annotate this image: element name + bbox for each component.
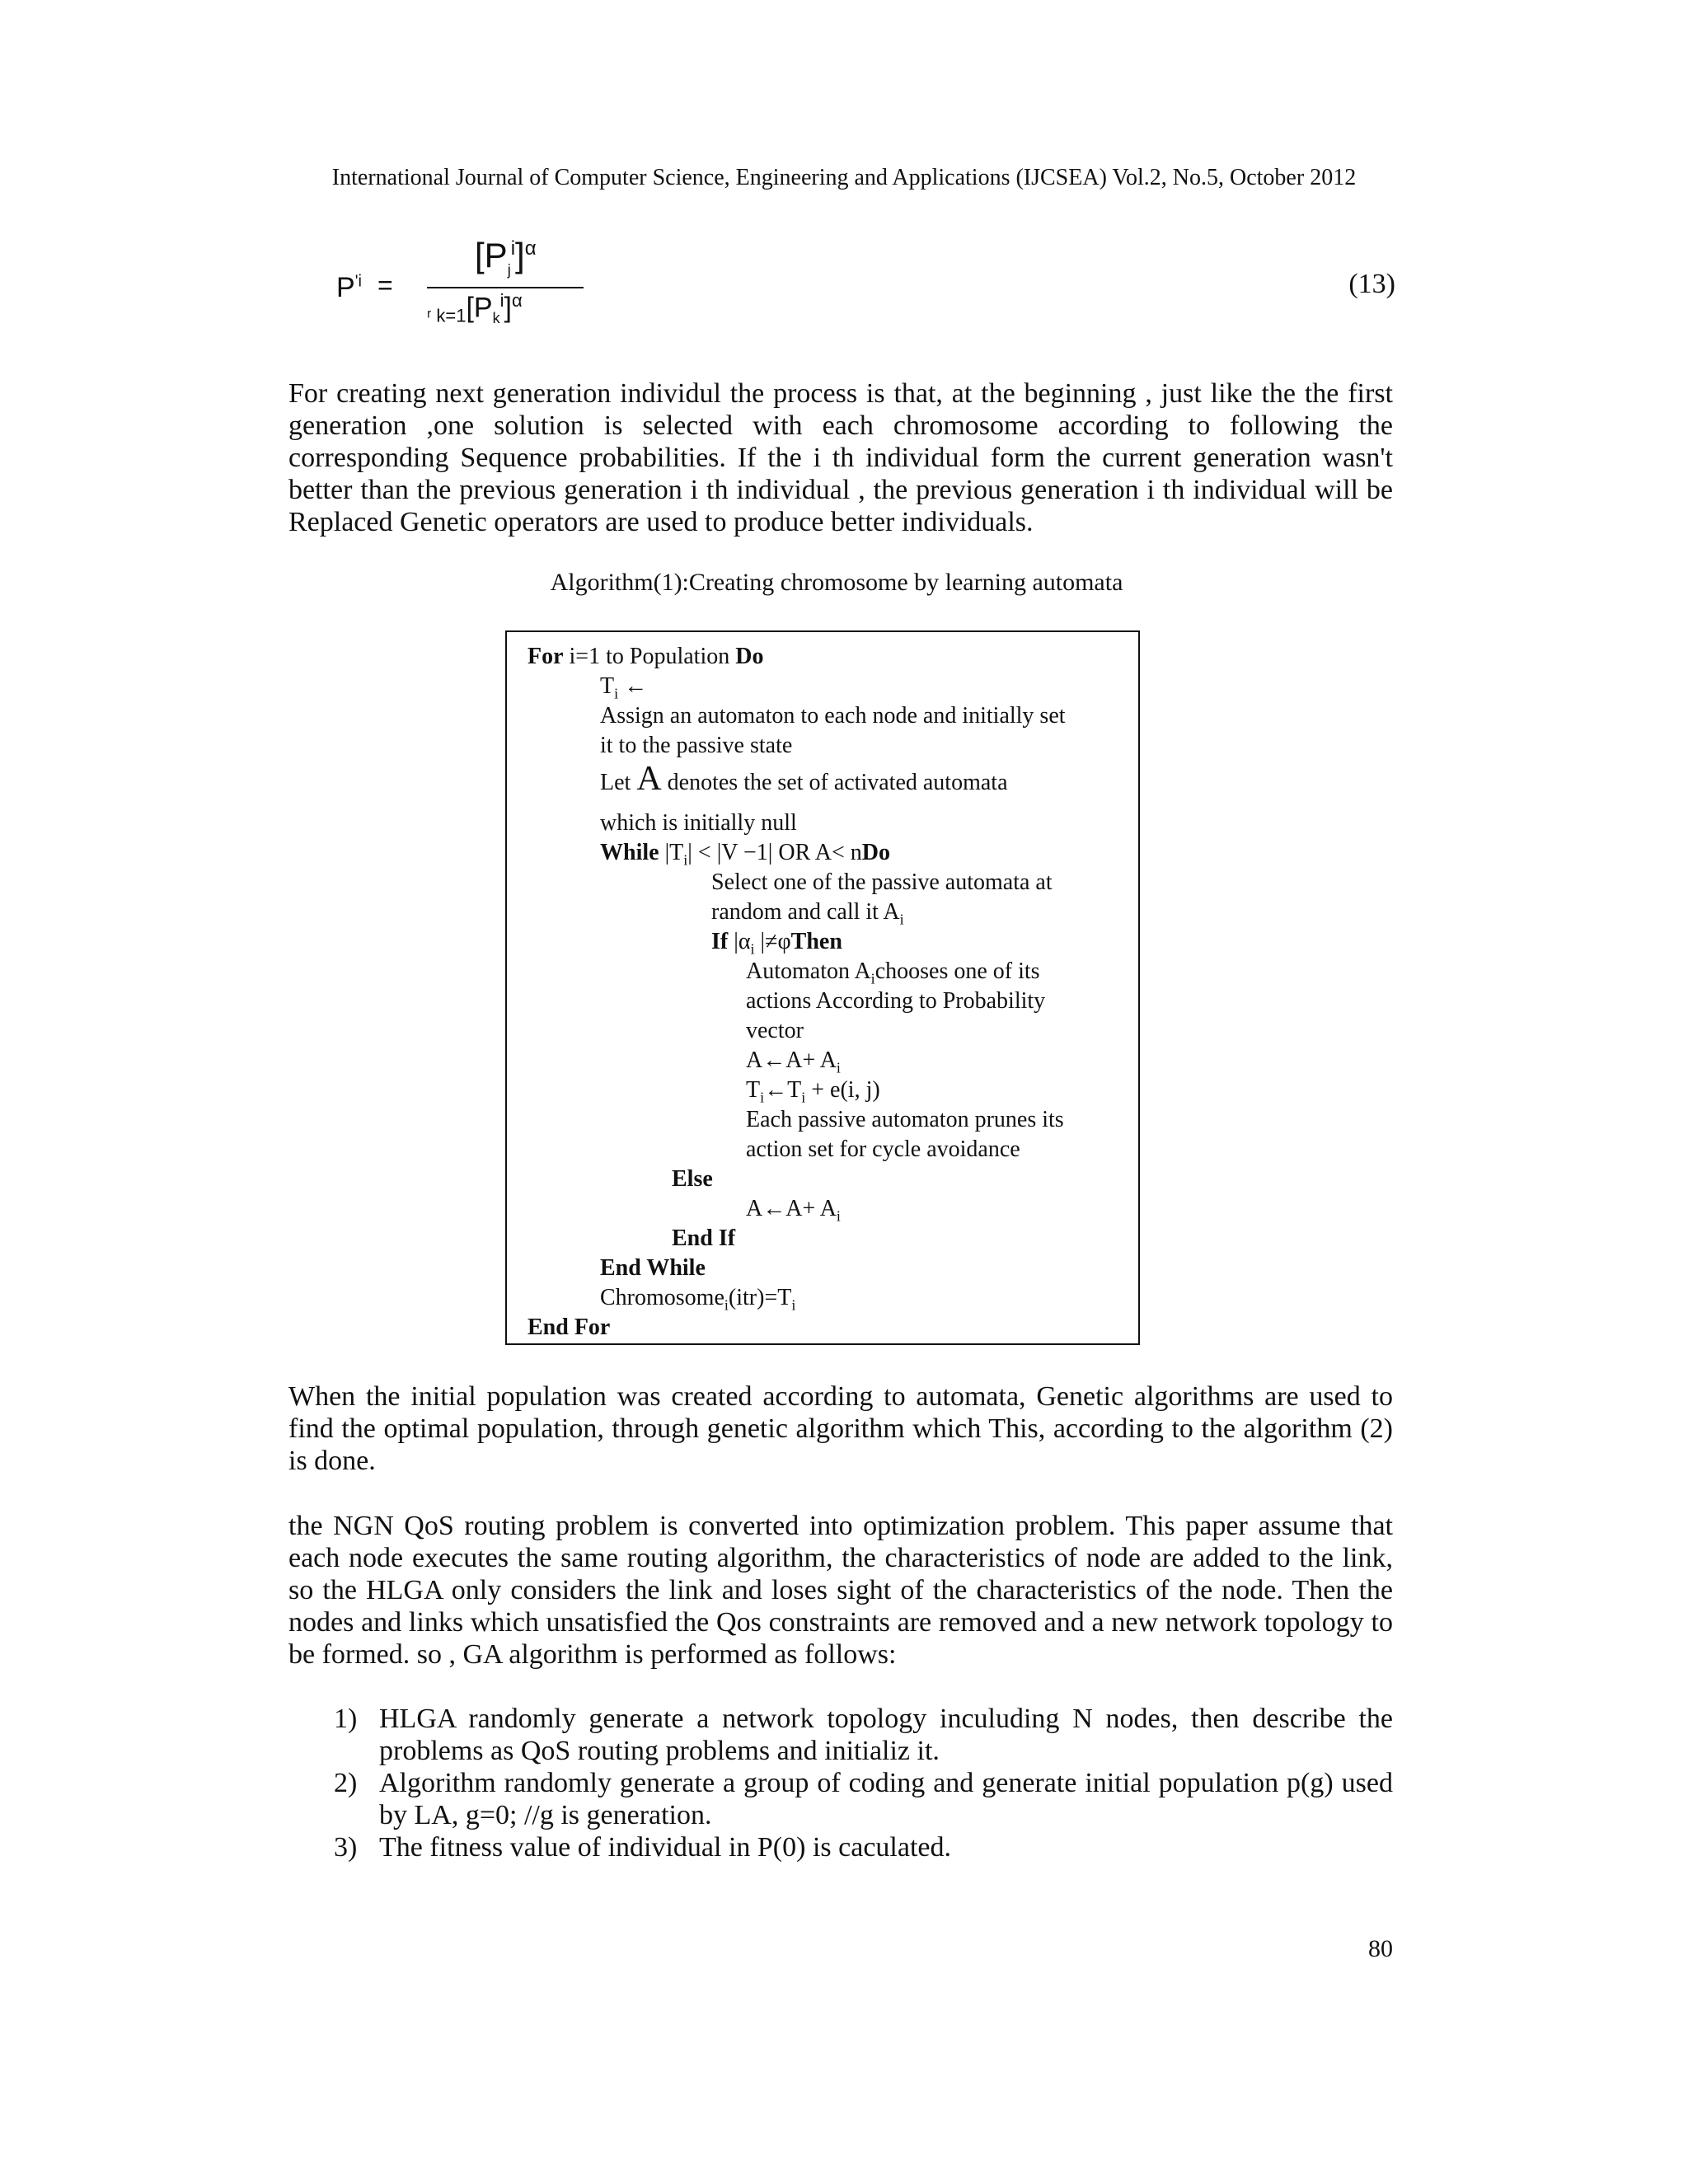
equation-number: (13) [1348, 269, 1395, 299]
list-item: 2) Algorithm randomly generate a group of coding and generate initial population p(g) used by LA, g=0; //g is generation. [334, 1768, 1393, 1830]
equation-lhs: $P^{'i}$ [336, 272, 362, 303]
algo-line-auto3: vector [746, 1018, 804, 1043]
equation-13 [336, 236, 913, 343]
algo-line-select1: Select one of the passive automata at [711, 869, 1053, 895]
algo-line-else-update: A←A+ $A_i$ [746, 1196, 841, 1225]
algorithm-caption: Algorithm(1):Creating chromosome by learning automata [550, 569, 1123, 596]
algo-line-auto1: Automaton $A_ichooses$ one of its [746, 958, 1040, 987]
algo-line-for: For i=1 to Population Do [528, 644, 764, 669]
algo-line-endif: End If [672, 1226, 736, 1251]
algo-line-assign1: Assign an automaton to each node and initially set [600, 703, 1066, 729]
ga-steps-list [334, 1703, 1393, 1863]
algo-line-let1: Let A denotes the set of activated automata [600, 760, 1008, 798]
equation-numerator: $[P_j^i]^\alpha$ [475, 236, 537, 279]
algo-line-select2: random and call it $A_i$ [711, 899, 904, 928]
page-number: 80 [1368, 1935, 1393, 1962]
algo-line-tinit: $T_i$ ← ⃞ [600, 673, 671, 702]
algo-line-endfor: End For [528, 1315, 611, 1340]
algo-line-let2: which is initially null [600, 810, 797, 836]
algo-line-update-t: $T_i\leftarrow T_i + e(i$, j) [746, 1077, 880, 1106]
algo-line-endwhile: End While [600, 1255, 706, 1281]
algo-line-auto2: actions According to Probability [746, 988, 1046, 1014]
algo-line-chromosome: $Chromosome_i(itr)=T_i$ [600, 1285, 796, 1314]
algo-line-assign2: it to the passive state [600, 733, 793, 758]
list-item: 3) The fitness value of individual in P(0) is caculated. [334, 1832, 951, 1863]
algo-line-while: While $|T_i| < |V -1|$ OR A< nDo [600, 840, 891, 869]
algo-line-prune1: Each passive automaton prunes its [746, 1107, 1064, 1132]
paragraph-1: For creating next generation individul the process is that, at the beginning , just like the the first generation ,one solution is selected with each chromosome according to following the corresponding Sequence probabilities. If the i th individual form the current generation wasn't better than the previous generation i th individual , the previous generation i th individual will be Replaced Genetic operators are used to produce better individuals. [288, 378, 1393, 537]
paragraph-3: the NGN QoS routing problem is converted into optimization problem. This paper assume that each node executes the same routing algorithm, the characteristics of node are added to the link, so the HLGA only considers the link and loses sight of the characteristics of the node. Then the nodes and links which unsatisfied the Qos constraints are removed and a new network topology to be formed. so , GA algorithm is performed as follows: [288, 1511, 1393, 1670]
algo-line-prune2: action set for cycle avoidance [746, 1137, 1020, 1162]
algorithm-box [505, 630, 1140, 1345]
equation-denominator: ʳ $k=1[P_k^i]^\alpha$ [427, 290, 523, 327]
equals-sign: = [377, 270, 393, 300]
algo-line-update-a: A←A+ $A_i$ [746, 1047, 841, 1076]
journal-header: International Journal of Computer Science, Engineering and Applications (IJCSEA) Vol.2, No.5, October 2012 [331, 165, 1357, 190]
paragraph-2: When the initial population was created according to automata, Genetic algorithms are used to find the optimal population, through genetic algorithm which This, according to the algorithm (2) is done. [288, 1381, 1393, 1476]
algo-line-if: If $|\alpha_i$ |≠φThen [711, 929, 842, 958]
algo-line-else: Else [672, 1166, 713, 1192]
list-item: 1) HLGA randomly generate a network topology inculuding N nodes, then describe the problems as QoS routing problems and initializ it. [334, 1704, 1393, 1766]
fraction-bar [427, 287, 584, 288]
